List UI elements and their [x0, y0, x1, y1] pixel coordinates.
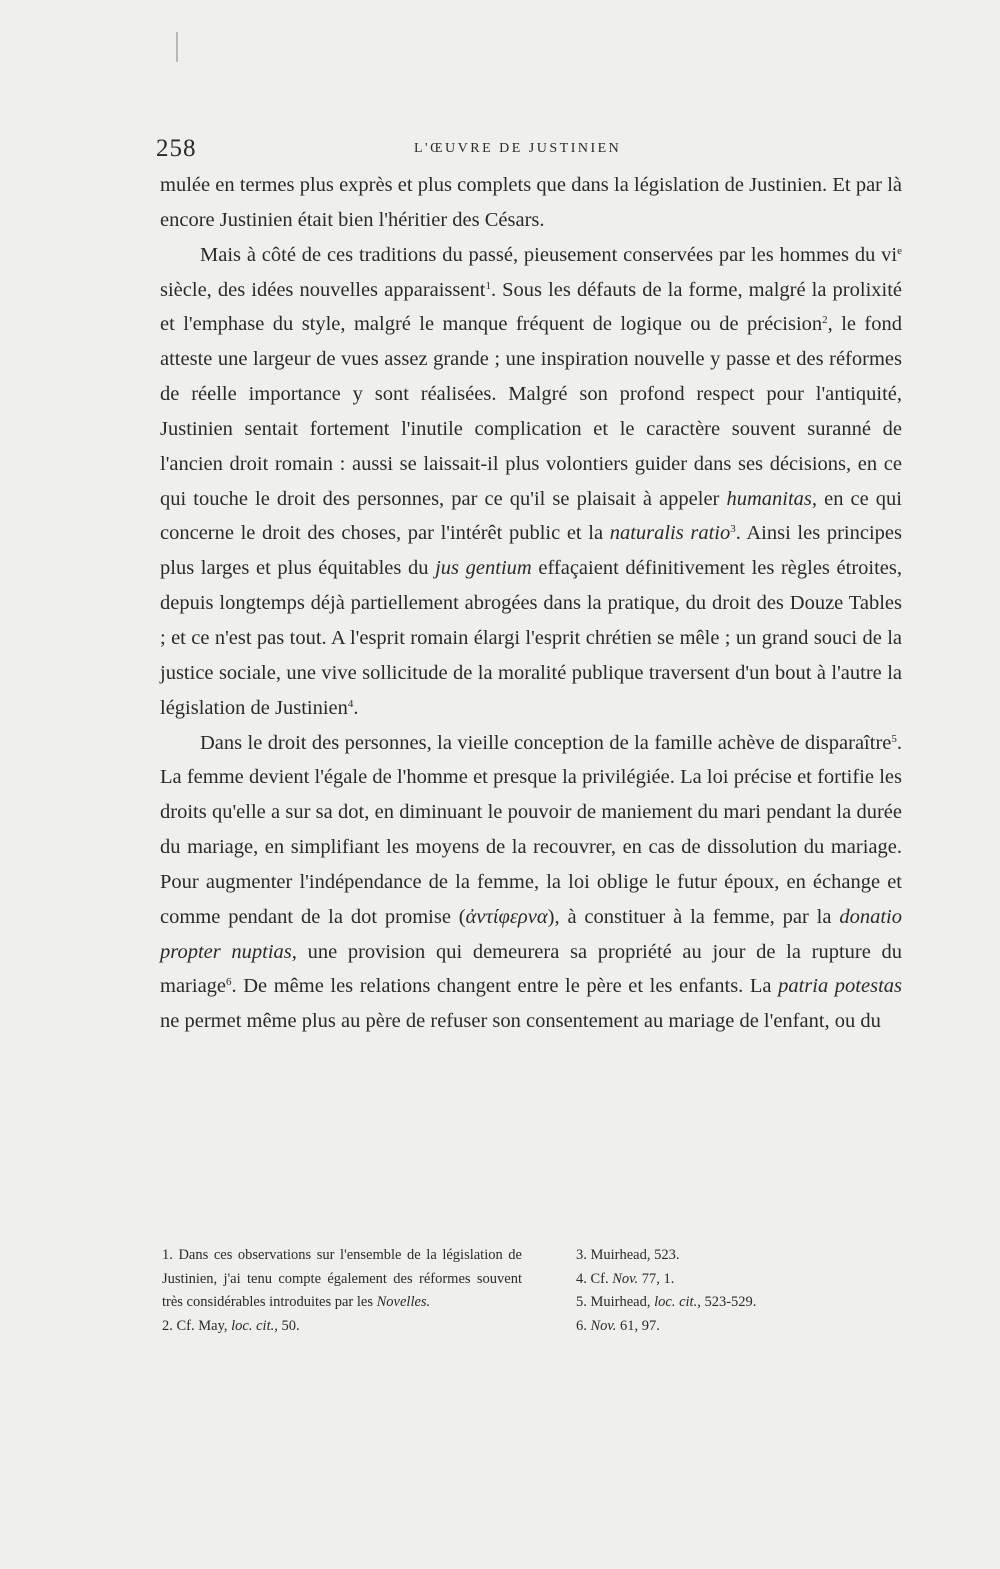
italic-term: Nov. — [590, 1317, 617, 1334]
footnote — [162, 1315, 522, 1339]
text-run: une provision qui demeurera sa propriété au jour de la rupture du mariage — [160, 940, 902, 998]
text-run: Dans le droit des personnes, la vieille conception de la famille achève de disparaître — [200, 731, 892, 754]
text-run: 2. Cf. May, — [162, 1317, 232, 1334]
footnote — [162, 1244, 522, 1315]
running-head: L'ŒUVRE DE JUSTINIEN — [414, 141, 622, 156]
scan-margin-mark — [176, 32, 178, 62]
footnote — [576, 1315, 876, 1339]
italic-term: loc. cit. — [654, 1294, 698, 1310]
text-run: , 50. — [274, 1317, 300, 1334]
text-run: 1. Dans ces observations sur l'ensemble de la législation de Justinien, j'ai tenu compte également des réformes souvent très considérables introduites par les — [162, 1247, 522, 1310]
italic-term: naturalis ratio — [609, 522, 731, 545]
text-run: . — [353, 696, 359, 719]
footnote-ref: 6 — [226, 976, 232, 989]
text-run: 61, 97. — [616, 1317, 660, 1334]
text-run: 77, 1. — [638, 1270, 675, 1287]
italic-term: ἀντίφερνα — [465, 905, 548, 928]
text-run: 6. — [576, 1317, 591, 1334]
footnotes-right-column — [576, 1244, 876, 1338]
footnote-ref: 1 — [485, 279, 491, 292]
text-run: Mais à côté de ces traditions du passé, pieusement conservées par les hommes du vi — [200, 243, 898, 266]
text-run: 5. Muirhead, — [576, 1294, 655, 1310]
footnote-ref: 5 — [891, 732, 897, 745]
paragraph — [160, 168, 902, 238]
footnote-ref: 2 — [822, 314, 828, 327]
italic-term: Nov. — [612, 1270, 639, 1287]
text-run: effaçaient définitivement les règles étroites, depuis longtemps déjà partiellement abrogées dans la pratique, du droit des Douze Tables ; et ce n'est pas tout. A l'esprit romain élargi l'esprit chrétien se mêle ; un grand souci de la justice sociale, une vive sollicitude de la moralité publique traversent d'un bout à l'autre la législation de Justinien — [160, 557, 903, 719]
text-run: . Ainsi les principes plus larges et plus équitables du — [160, 522, 902, 580]
footnote — [576, 1268, 876, 1292]
text-run: . Sous les défauts de la forme, malgré la prolixité et l'emphase du style, malgré le manque fréquent de logique ou de précision — [160, 278, 902, 336]
text-run: 4. Cf. — [576, 1270, 613, 1287]
footnote-ref: 4 — [347, 697, 354, 710]
paragraph — [160, 726, 902, 1040]
page-number: 258 — [156, 135, 197, 162]
italic-term: humanitas, — [726, 487, 818, 510]
text-run: mulée en termes plus exprès et plus complets que dans la législation de Justinien. Et par là encore Justinien était bien l'héritier des Césars. — [160, 174, 902, 231]
text-run: en ce qui concerne le droit des choses, par l'intérêt public et la — [160, 487, 902, 545]
text-run: 3. Muirhead, 523. — [576, 1247, 680, 1263]
main-text — [160, 168, 902, 1039]
footnote — [576, 1244, 876, 1268]
text-run: . De même les relations changent entre le père et les enfants. La — [231, 975, 779, 998]
text-run: ne permet même plus au père de refuser son consentement au mariage de l'enfant, ou du — [160, 1010, 881, 1033]
text-run: , 523-529. — [697, 1294, 757, 1310]
footnote — [576, 1291, 876, 1315]
italic-term: Novelles. — [376, 1294, 431, 1310]
text-run: siècle, des idées nouvelles apparaissent — [160, 278, 486, 301]
text-run: ), à constituer à la femme, par la — [547, 905, 840, 928]
italic-term: patria potestas — [778, 975, 902, 998]
italic-term: jus gentium — [435, 557, 532, 580]
text-run: , le fond atteste une largeur de vues assez grande ; une inspiration nouvelle y passe et des réformes de réelle importance y sont réalisées. Malgré son profond respect pour l'antiquité, Justinien sentait fortement l'inutile complication et le caractère souvent suranné de l'ancien droit romain : aussi se laissait-il plus volontiers guider dans ses décisions, en ce qui touche le droit des personnes, par ce qu'il se plaisait à appeler — [160, 313, 902, 510]
page-header — [156, 133, 902, 167]
footnotes-left-column — [162, 1244, 522, 1338]
text-run: . La femme devient l'égale de l'homme et presque la privilégiée. La loi précise et fortifie les droits qu'elle a sur sa dot, en diminuant le pouvoir de maniement du mari pendant la durée du mariage, en simplifiant les moyens de la recouvrer, en cas de dissolution du mariage. Pour augmenter l'indépendance de la femme, la loi oblige le futur époux, en échange et comme pendant de la dot promise ( — [160, 731, 902, 928]
italic-term: donatio propter nuptias, — [160, 905, 902, 963]
paragraph — [160, 238, 902, 726]
italic-term: loc. cit. — [231, 1317, 275, 1334]
footnote-ref: e — [897, 244, 902, 257]
footnote-ref: 3 — [730, 523, 736, 536]
